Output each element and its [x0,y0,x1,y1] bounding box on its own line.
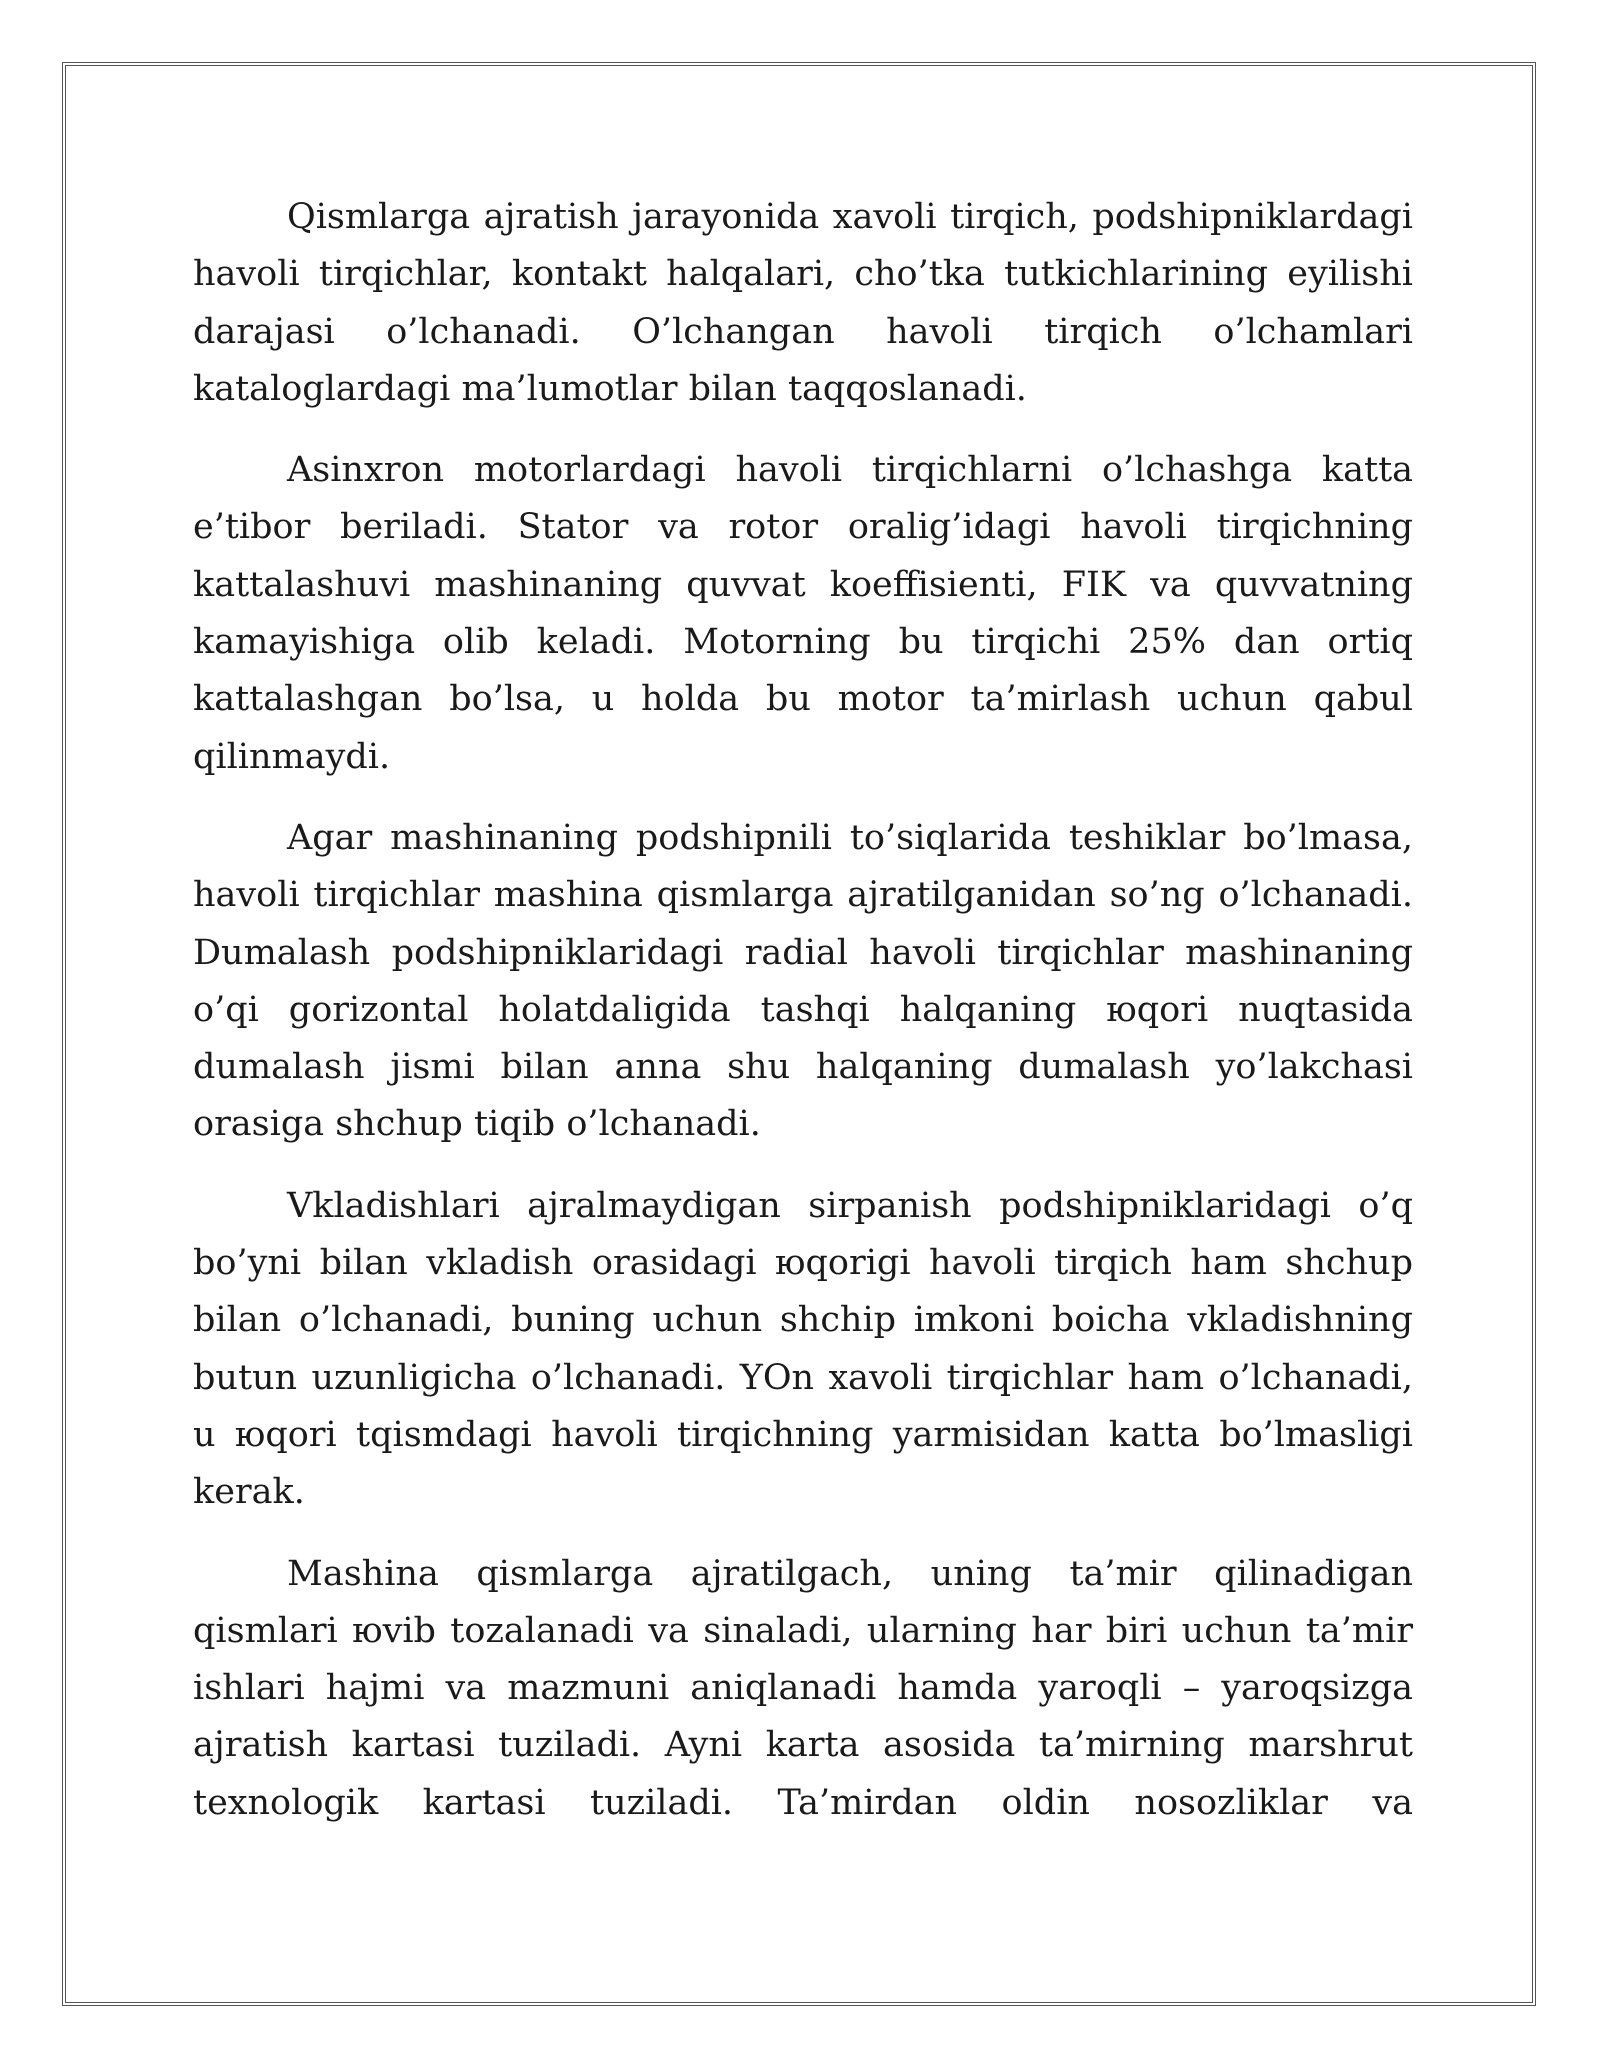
page-border [62,62,1536,2006]
paragraph-3: Agar mashinaning podshipnili to’siqlarida teshiklar bo’lmasa, havoli tirqichlar mashina qismlarga ajratilganidan so’ng o’lchanadi. Dumalash podshipniklaridagi radial havoli tirqichlar mashinaning o’qi gorizontal holatdaligida tashqi halqaning юqori nuqtasida dumalash jismi bilan anna shu halqaning dumalash yo’lakchasi orasiga shchup tiqib o’lchanadi. [193,817,1413,1145]
paragraph-5: Mashina qismlarga ajratilgach, uning ta’mir qilinadigan qismlari юvib tozalanadi va sinaladi, ularning har biri uchun ta’mir ishlari hajmi va mazmuni aniqlanadi hamda yaroqli – yaroqsizga ajratish kartasi tuziladi. Ayni karta asosida ta’mirning marshrut texnologik kartasi tuziladi. Ta’mirdan oldin nosozliklar va [193,1553,1413,1823]
paragraph-2: Asinxron motorlardagi havoli tirqichlarni o’lchashga katta e’tibor beriladi. Stator va rotor oralig’idagi havoli tirqichning kattalashuvi mashinaning quvvat koeffisienti, FIK va quvvatning kamayishiga olib keladi. Motorning bu tirqichi 25% dan ortiq kattalashgan bo’lsa, u holda bu motor ta’mirlash uchun qabul qilinmaydi. [193,450,1413,777]
document-body [193,189,1413,1856]
paragraph-4: Vkladishlari ajralmaydigan sirpanish podshipniklaridagi o’q bo’yni bilan vkladish orasidagi юqorigi havoli tirqich ham shchup bilan o’lchanadi, buning uchun shchip imkoni boicha vkladishning butun uzunligicha o’lchanadi. YOn xavoli tirqichlar ham o’lchanadi, u юqori tqismdagi havoli tirqichning yarmisidan katta bo’lmasligi kerak. [193,1185,1413,1513]
paragraph-1: Qismlarga ajratish jarayonida xavoli tirqich, podshipniklardagi havoli tirqichlar, kontakt halqalari, cho’tka tutkichlarining eyilishi darajasi o’lchanadi. O’lchangan havoli tirqich o’lchamlari kataloglardagi ma’lumotlar bilan taqqoslanadi. [193,197,1413,409]
